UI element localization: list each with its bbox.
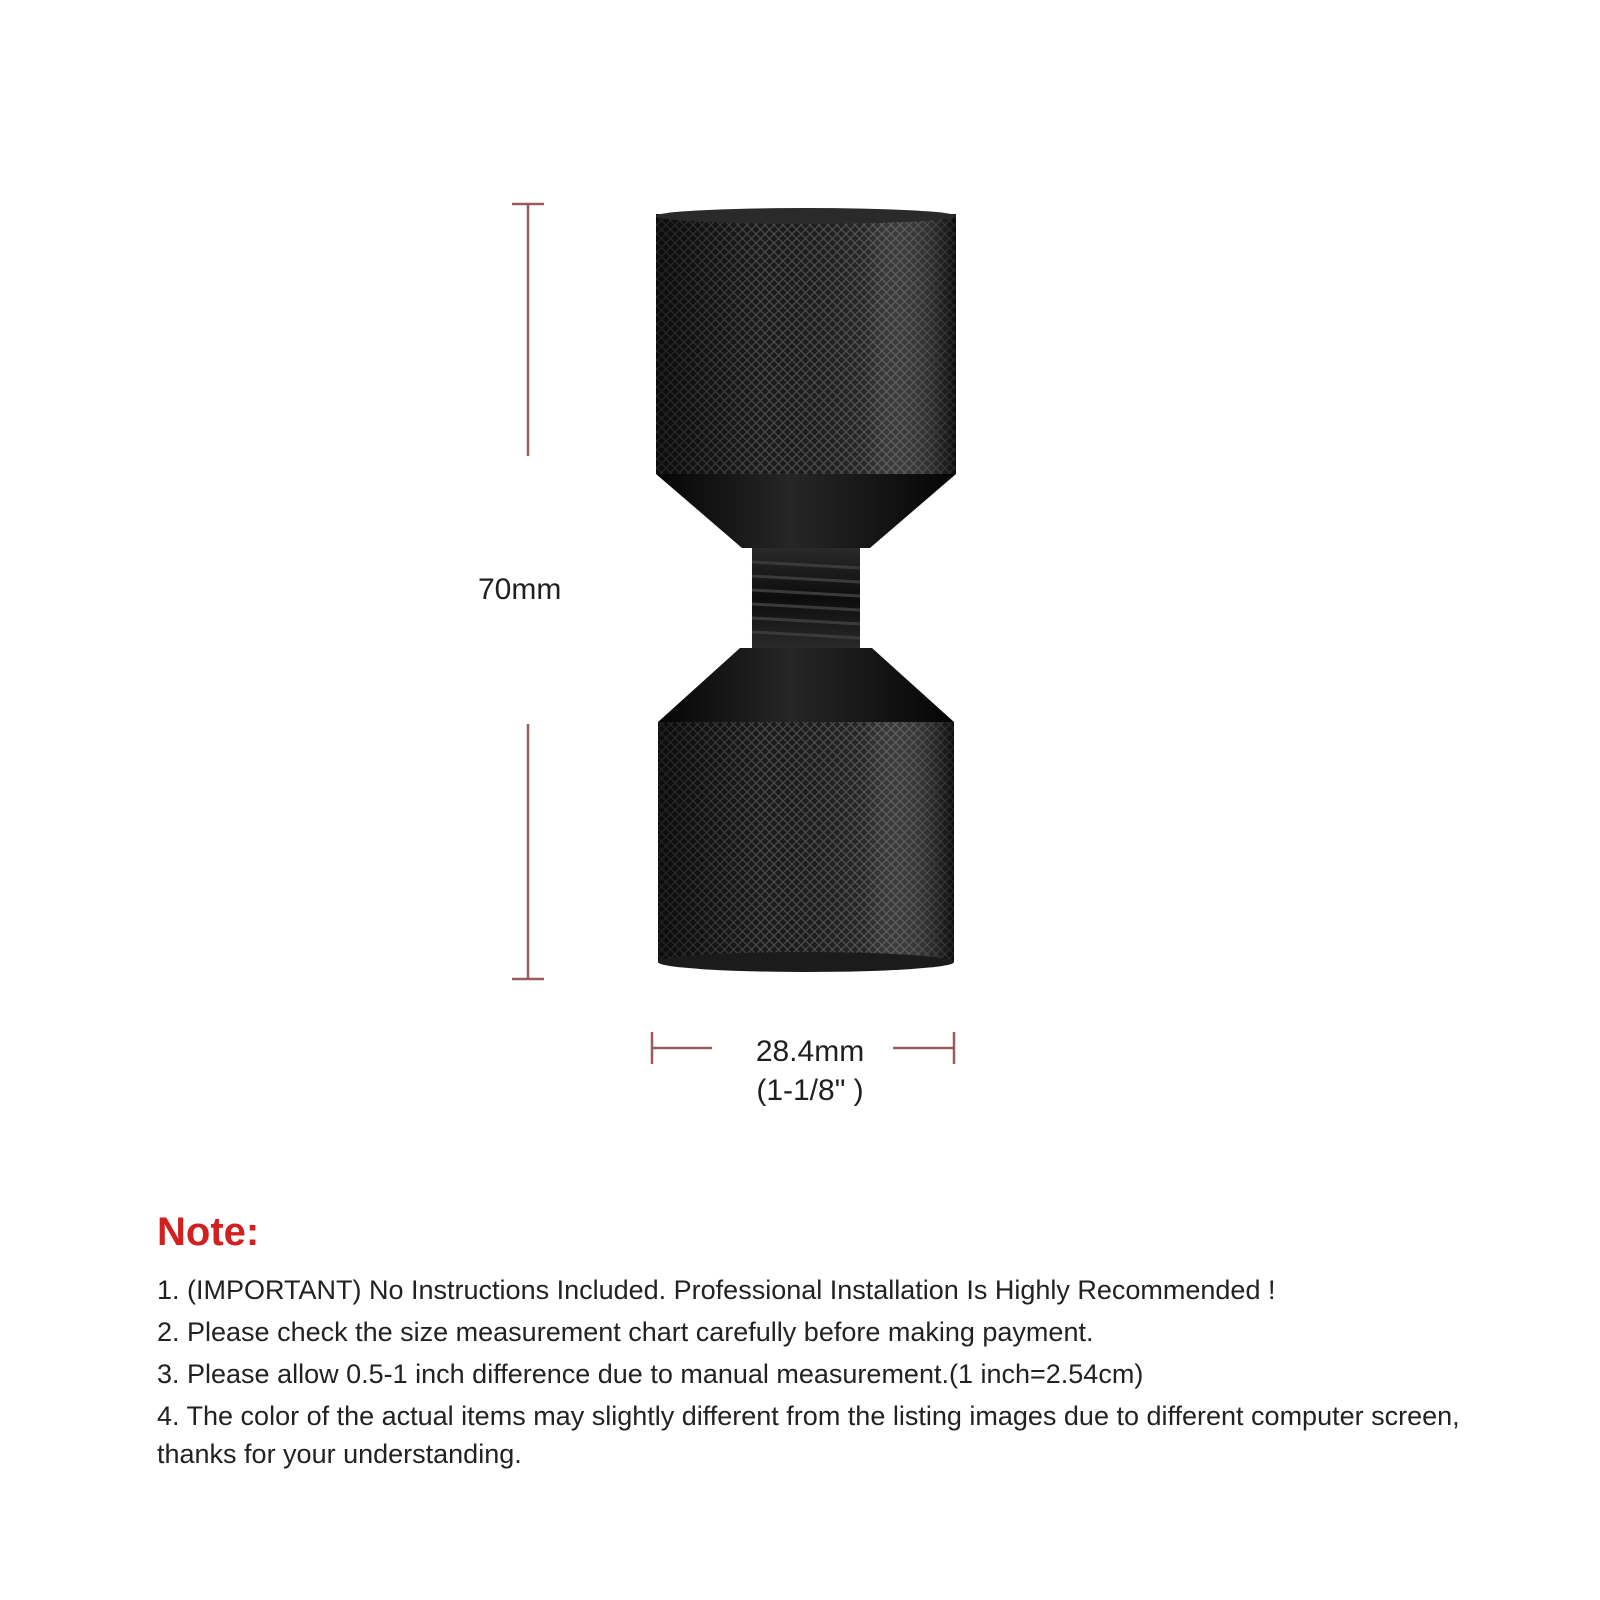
note-item: 3. Please allow 0.5-1 inch difference due to manual measurement.(1 inch=2.54cm) <box>157 1359 1144 1389</box>
note-title: Note: <box>157 1210 260 1254</box>
note-item: 2. Please check the size measurement chart carefully before making payment. <box>157 1317 1094 1347</box>
bottom-cone <box>658 648 954 722</box>
note-item: 1. (IMPORTANT) No Instructions Included. Professional Installation Is Highly Recommended ! <box>157 1275 1276 1305</box>
height-dimension-label: 70mm <box>478 573 562 606</box>
bottom-knurled-cylinder <box>658 722 954 972</box>
notes-section <box>157 1210 1517 1477</box>
note-item: 4. The color of the actual items may slightly different from the listing images due to different computer screen, thanks for your understanding. <box>157 1401 1460 1469</box>
width-dimension-label: 28.4mm <box>755 1035 865 1068</box>
threaded-stud <box>752 548 860 648</box>
top-cone <box>656 474 956 548</box>
width-inch-label: (1-1/8" ) <box>756 1074 864 1107</box>
top-knurled-cylinder <box>656 208 956 474</box>
